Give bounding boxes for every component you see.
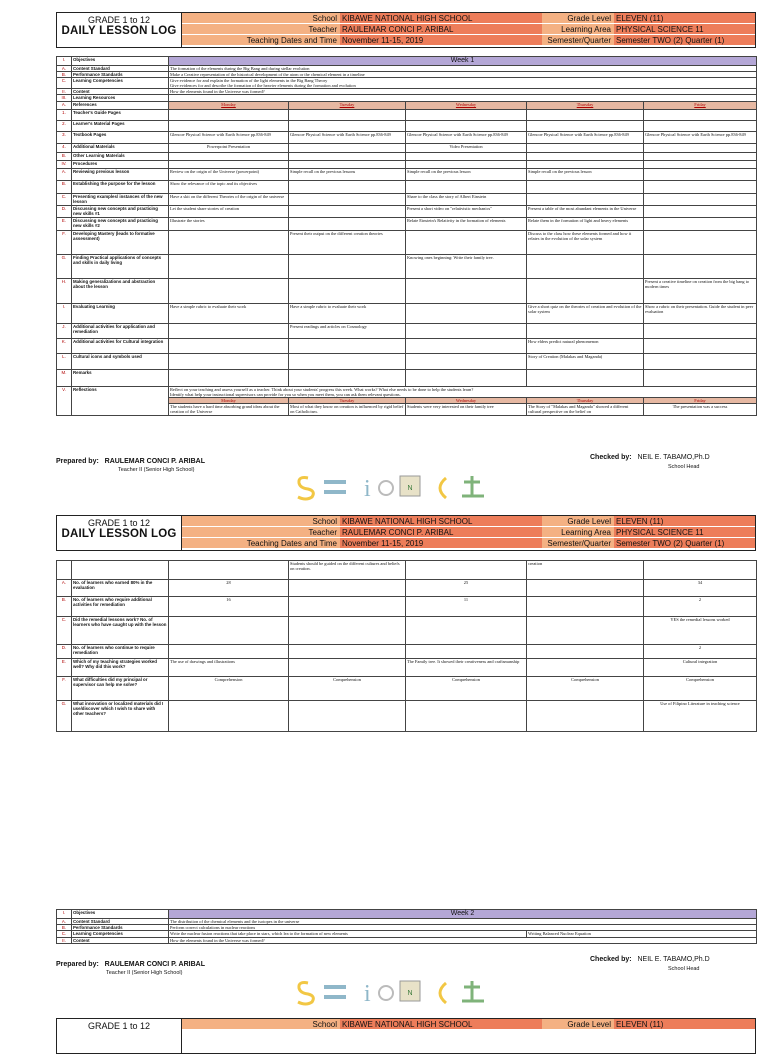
cell: Present a table of the most abundant elements in the Universe [527,206,644,218]
sec-num: D. [57,206,72,218]
week-banner: Week 2 [169,910,757,919]
sec-num: C. [57,78,72,89]
sec-num: 4. [57,144,72,153]
sec-num: A. [57,66,72,72]
cell: 28 [169,580,289,597]
doc-title-box [57,13,182,47]
dates-label: Teaching Dates and Time [182,35,340,46]
school-value: KIBAWE NATIONAL HIGH SCHOOL [340,13,542,24]
cell: 16 [169,597,289,617]
header-row-dates [182,35,755,47]
sec-num: L. [57,354,72,370]
science-logo-icon [294,470,509,502]
day-thursday: Thursday [527,102,644,110]
other-materials-label: Other Learning Materials [72,153,169,161]
prepared-label: Prepared by: [56,458,99,465]
empty-cell [169,95,757,102]
day-thursday: Thursday [527,398,644,404]
prepared-title: Teacher II (Senior High School) [118,467,195,473]
cell: The presentation was a success [644,404,757,416]
learning-area-value: PHYSICAL SCIENCE 11 [614,527,755,538]
resources-label: Learning Resources [72,95,169,102]
cell: Relate Einstein's Relativity in the formation of elements [406,218,527,231]
grade-level-value: ELEVEN (11) [614,1019,755,1030]
cell: Present readings and articles on Cosmology [289,324,406,339]
day-wednesday: Wednesday [406,398,527,404]
school-value: KIBAWE NATIONAL HIGH SCHOOL [340,1019,542,1030]
dates-value: November 11-15, 2019 [340,538,542,549]
cell: The use of drawings and illustrations [169,659,289,677]
textbook-tue: Glencoe Physical Science with Earth Science pp.836-849 [289,132,406,144]
textbook-thu: Glencoe Physical Science with Earth Science pp.836-849 [527,132,644,144]
sec-num: C. [57,617,72,645]
cell: Discuss to the class how these elements formed and how it relates in the evolution of the solar system [527,231,644,255]
sec-num: C. [57,194,72,206]
cell: Students should be guided on the different cultures and beliefs on creation. [289,561,406,580]
sec-num: J. [57,324,72,339]
presenting-label: Presenting examples/ instances of the new lesson [72,194,169,206]
checked-name: NEIL E. TABAMO,Ph.D [637,454,710,461]
innovation-label: What innovation or localized materials did I use/discover which I wish to share with other teachers? [72,701,169,732]
cell: Simple recall on the previous lesson [406,169,527,181]
additional-mon: Powerpoint Presentation [169,144,289,153]
learning-area-label: Learning Area [542,527,614,538]
sec-num: B. [57,72,72,78]
remedial-worked-label: Did the remedial lessons work? No. of learners who have caught up with the lesson [72,617,169,645]
sec-num: K. [57,339,72,354]
sec-num: II. [57,938,72,944]
day-friday: Friday [644,102,757,110]
sec-num: A. [57,102,72,110]
science-logo-2 [294,975,509,1007]
sec-num: C. [57,931,72,938]
competencies-label: Learning Competencies [72,78,169,89]
page2-table [56,560,757,732]
cell: Relate them in the formation of light and heavy elements [527,218,644,231]
grade-range: GRADE 1 to 12 [87,1021,151,1031]
difficulties-label: What difficulties did my principal or supervisor can help me solve? [72,677,169,701]
sec-num: V. [57,387,72,416]
cell: Illustrate the stories [169,218,289,231]
continue-remediation-label: No. of learners who continue to require remediation [72,645,169,659]
reflections-instructions [169,387,757,398]
week2-table [56,909,757,944]
performance-standards-value: Perform correct calculations in nuclear reactions [169,925,757,931]
header-block-3 [56,1018,756,1054]
cell: Present a creative timeline on creation from the big bang to modern times [644,279,757,304]
science-logo [294,470,509,502]
cell: Present their output on the different creation theories [289,231,406,255]
sec-num: III. [57,95,72,102]
semester-label: Semester/Quarter [542,35,614,46]
day-monday: Monday [169,102,289,110]
competencies-value [169,78,757,89]
cell: 2 [644,597,757,617]
strategies-label: Which of my teaching strategies worked well? Why did this work? [72,659,169,677]
doc-title: DAILY LESSON LOG [61,25,177,37]
sec-num: I. [57,304,72,324]
purpose-label: Establishing the purpose for the lesson [72,181,169,194]
teacher-label: Teacher [182,24,340,35]
textbook-label: Textbook Pages [72,132,169,144]
cell: The Family tree. It showed their creativeness and craftsmanship [406,659,527,677]
cell: The Story of "Malakas and Maganda" showed a different cultural perspective on the belief on [527,404,644,416]
header-row-dates [182,538,755,550]
competency-2: Give evidences for and describe the formation of the heavier elements during the formation and evolution [170,83,356,88]
teacher-label: Teacher [182,527,340,538]
checked-label: Checked by: [590,956,632,963]
cell: How elders predict natural phenomenon [527,339,644,354]
generalization-label: Making generalizations and abstraction about the lesson [72,279,169,304]
sec-num: B. [57,597,72,617]
semester-label: Semester/Quarter [542,538,614,549]
cultural-integration-label: Additional activities for Cultural integration [72,339,169,354]
day-wednesday: Wednesday [406,102,527,110]
checked-name: NEIL E. TABAMO,Ph.D [637,956,710,963]
cell: Comprehension [289,677,406,701]
grade-level-label: Grade Level [542,1019,614,1030]
grade-level-label: Grade Level [542,13,614,24]
cell: Simple recall on the previous lessons [289,169,406,181]
sec-num: H. [57,279,72,304]
textbook-fri: Glencoe Physical Science with Earth Science pp.836-849 [644,132,757,144]
cell: Review on the origin of the Universe (powerpoint) [169,169,289,181]
semester-value: Semester TWO (2) Quarter (1) [614,35,755,46]
sec-num: M. [57,370,72,387]
cultural-icons-label: Cultural icons and symbols used [72,354,169,370]
remediation-count-label: No. of learners who require additional activities for remediation [72,597,169,617]
content-label: Content [72,89,169,95]
cell: Cultural integration [644,659,757,677]
cell: Let the student share stories of creation [169,206,289,218]
content-standard-value: The formation of the elements during the Big Bang and during stellar evolution [169,66,757,72]
references-label: References [72,102,169,110]
cell: Give a short quiz on the theories of creation and evolution of the solar system [527,304,644,324]
textbook-wed: Glencoe Physical Science with Earth Science pp.836-849 [406,132,527,144]
sec-num: B. [57,153,72,161]
sec-num: F. [57,231,72,255]
sec-num: A. [57,919,72,925]
content-label: Content [72,938,169,944]
performance-standards-value: Make a Creative representation of the historical development of the atom or the chemical element in a timeline [169,72,757,78]
content-value: How the elements found in the Universe was formed? [169,938,757,944]
sec-num: D. [57,645,72,659]
doc-title-box [57,1019,182,1053]
science-logo-icon [294,975,509,1007]
grade-level-value: ELEVEN (11) [614,516,755,527]
cell: Show the relevance of the topic and its objectives [169,181,289,194]
sec-num: B. [57,925,72,931]
content-standard-label: Content Standard [72,919,169,925]
grade-range: GRADE 1 to 12 [87,15,151,25]
content-standard-value: The distribution of the chemical elements and the isotopes in the universe [169,919,757,925]
sec-num: 1. [57,110,72,121]
text: Identify what help your instructional supervisors can provide for you so when you meet them, you can ask them relevant questions. [170,392,401,397]
cell: Comprehension [644,677,757,701]
semester-value: Semester TWO (2) Quarter (1) [614,538,755,549]
sec-num: F. [57,677,72,701]
school-value: KIBAWE NATIONAL HIGH SCHOOL [340,516,542,527]
cell: Comprehension [169,677,289,701]
cell: Present a short video on "relativistic mechanics" [406,206,527,218]
sec-num: IV. [57,161,72,169]
cell: Have a simple rubric to evaluate their work [169,304,289,324]
remediation-label: Additional activities for application and remediation [72,324,169,339]
cell: Most of what they know on creation is influenced by rigid belief on Catholicism. [289,404,406,416]
week1-table [56,56,757,416]
header-row-school [182,1019,755,1031]
cell: creation [527,561,644,580]
practical-label: Finding Practical applications of concepts and skills in daily living [72,255,169,279]
day-friday: Friday [644,398,757,404]
competency-2: Writing Balanced Nuclear Equation [527,931,757,938]
sec-num: 2. [57,121,72,132]
checked-title: School Head [668,464,700,470]
prepared-by-2 [56,961,205,968]
cell: 2 [644,645,757,659]
cell: Show a rubric on their presentation. Guide the student in peer evaluation [644,304,757,324]
performance-standards-label: Performance Standards [72,72,169,78]
cell: 11 [406,597,527,617]
sec-num: A. [57,580,72,597]
evaluation-count-label: No. of learners who earned 80% in the evaluation [72,580,169,597]
school-label: School [182,1019,340,1030]
school-label: School [182,516,340,527]
grade-level-label: Grade Level [542,516,614,527]
sec-num: 3. [57,132,72,144]
sec-num: G. [57,701,72,732]
cell: 34 [644,580,757,597]
svg-text:i: i [364,476,371,502]
learning-area-value: PHYSICAL SCIENCE 11 [614,24,755,35]
dates-value: November 11-15, 2019 [340,35,542,46]
cell: Students were very interested on their family tree [406,404,527,416]
sec-num: G. [57,255,72,279]
checked-by-2 [590,956,710,963]
cell: Comprehension [527,677,644,701]
sec-num: E. [57,218,72,231]
svg-text:N: N [407,485,413,492]
reflections-label: Reflections [72,387,169,416]
school-label: School [182,13,340,24]
checked-by [590,454,710,461]
sec-num: E. [57,659,72,677]
teachers-guide-label: Teacher's Guide Pages [72,110,169,121]
objectives-label: Objectives [72,57,169,66]
textbook-mon: Glencoe Physical Science with Earth Science pp.836-849 [169,132,289,144]
week-banner: Week 1 [169,57,757,66]
checked-label: Checked by: [590,454,632,461]
cell: Story of Creation (Malakas and Maganda) [527,354,644,370]
prepared-name: RAULEMAR CONCI P. ARIBAL [104,961,205,968]
cell: YES the remedial lessons worked [644,617,757,645]
grade-range: GRADE 1 to 12 [87,518,151,528]
objectives-label: Objectives [72,910,169,919]
cell: Use of Filipino Literature in teaching science [644,701,757,732]
prepared-name: RAULEMAR CONCI P. ARIBAL [104,458,205,465]
content-value: How the elements found in the Universe was formed? [169,89,757,95]
additional-wed: Video Presentation [406,144,527,153]
remarks-label: Remarks [72,370,169,387]
cell: Knowing ones beginning: Write their family tree. [406,255,527,279]
discussing-2-label: Discussing new concepts and practicing new skills #2 [72,218,169,231]
content-standard-label: Content Standard [72,66,169,72]
procedures-label: Procedures [72,161,169,169]
cell: Have a skit on the different Theories of the origin of the universe [169,194,289,206]
svg-text:i: i [364,981,371,1007]
grade-level-value: ELEVEN (11) [614,13,755,24]
header-block-2 [56,515,756,551]
sec-num: II. [57,89,72,95]
teacher-value: RAULEMAR CONCI P. ARIBAL [340,527,542,538]
learning-area-label: Learning Area [542,24,614,35]
cell: The students have a hard time absorbing grand ideas about the creation of the Universe [169,404,289,416]
svg-text:N: N [407,990,413,997]
doc-title-box [57,516,182,550]
teacher-value: RAULEMAR CONCI P. ARIBAL [340,24,542,35]
sec-num: I. [57,57,72,66]
competency-1: Give evidence for and explain the formation of the light elements in the Big Bang Theory [170,78,328,83]
cell: 25 [406,580,527,597]
additional-materials-label: Additional Materials [72,144,169,153]
dates-label: Teaching Dates and Time [182,538,340,549]
doc-title: DAILY LESSON LOG [61,528,177,540]
cell: Share to the class the story of Albert Einstein [406,194,527,206]
sec-num: I. [57,910,72,919]
learners-material-label: Learner's Material Pages [72,121,169,132]
prepared-label: Prepared by: [56,961,99,968]
day-tuesday: Tuesday [289,102,406,110]
sec-num: A. [57,169,72,181]
cell: Comprehension [406,677,527,701]
prepared-by [56,458,205,465]
text: Reflect on your teaching and assess yourself as a teacher. Think about your students' progress this week. What works? What else needs to be done to help the students learn? [170,387,474,392]
performance-standards-label: Performance Standards [72,925,169,931]
reviewing-label: Reviewing previous lesson [72,169,169,181]
prepared-title: Teacher II (Senior High School) [106,970,183,976]
cell: Have a simple rubric to evaluate their work [289,304,406,324]
competencies-label: Learning Competencies [72,931,169,938]
cell: Simple recall on the previous lesson [527,169,644,181]
checked-title: School Head [668,966,700,972]
mastery-label: Developing Mastery (leads to formative assessment) [72,231,169,255]
discussing-1-label: Discussing new concepts and practicing new skills #1 [72,206,169,218]
day-monday: Monday [169,398,289,404]
day-tuesday: Tuesday [289,398,406,404]
evaluating-label: Evaluating Learning [72,304,169,324]
sec-num: B. [57,181,72,194]
header-block [56,12,756,48]
competency-1: Write the nuclear fusion reactions that take place in stars, which lea to the formation of new elements [169,931,527,938]
